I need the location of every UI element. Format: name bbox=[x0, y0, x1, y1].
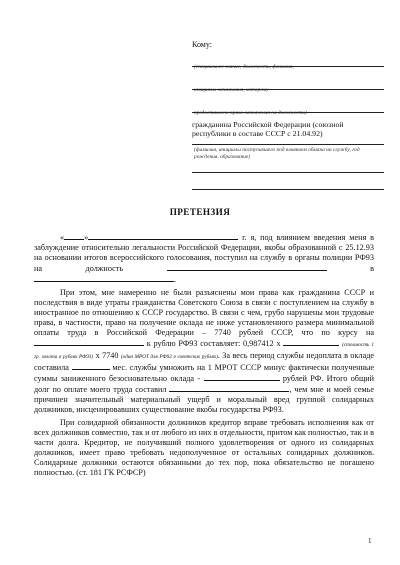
day-blank bbox=[64, 232, 84, 240]
months-blank bbox=[72, 362, 110, 370]
citizen-text: гражданина Российской Федерации (союзной республики в составе СССР с 21.04.92) bbox=[192, 120, 344, 138]
paragraph-2: При этом, мне намеренно не были разъяснены мои права как гражданина СССР и последствия в виде утраты гражданства Советского Союза в связи с поступлением на службу в иностранное по отношению к СССР государство. В связи с чем, грубо нарушены мои трудовые права, в частности, право на получение оклада не ниже установленного размера минимальной оплаты труда в Российской Федерации – 7740 рублей СССР, что по курсу на к рублю РФ93 составляет: 0,987412 х (стоимость 1 гр. золота в рублях РФ93) х 7740 (один МРОТ для РФ92 в советских рублях). За весь период службы недоплата в окладе составила мес. службы умножить на 1 МРОТ СССР минус фактически полученные суммы заниженного безосновательно оклада - рублей РФ. Итого общий долг по оплате моего труда составил , чем мне и моей семье причинен значительный материальный ущерб и моральный вред группой солидарных должников, инсценировавших существование якобы государства РФ93. bbox=[34, 288, 375, 414]
shortfall-blank bbox=[204, 373, 280, 381]
addressee-block bbox=[192, 40, 384, 190]
department-blank bbox=[34, 274, 174, 282]
field-note: (фамилия, инициалы поступившего под влиянием обмана на службу, год рождения, образование) bbox=[194, 147, 360, 160]
addressee-label: Кому: bbox=[192, 40, 212, 49]
gold-price-blank bbox=[283, 338, 339, 346]
total-debt-blank bbox=[169, 384, 289, 392]
page-number: 1 bbox=[368, 537, 372, 545]
document-body bbox=[34, 232, 374, 478]
rate-date-blank bbox=[34, 338, 144, 346]
date-blank bbox=[88, 232, 238, 240]
field-note: инициалы начальника, которому bbox=[194, 87, 269, 93]
document-title: ПРЕТЕНЗИЯ bbox=[169, 207, 231, 217]
position-blank bbox=[167, 263, 327, 271]
field-note: (специальное звание, должность, фамилия, bbox=[194, 64, 294, 70]
paragraph-1: « » г. я, под влиянием введения меня в заблуждение относительно легальности Российской Федерации, якобы образованной с 25.12.93 на основании итогов всероссийского голосования, поступил на службу в органы полиции РФ93 на должность в . bbox=[34, 233, 375, 285]
paragraph-3: При солидарной обязанности должников кредитор вправе требовать исполнения как от всех должников совместно, так и от любого из них в отдельности, притом как полностью, так и в части долга. Кредитор, не получивший полного удовлетворения от одного из солидарных должников, имеет право требовать недополученное от остальных солидарных должников. Солидарные должники остаются обязанными до тех пор, пока обязательство не погашено полностью. (ст. 181 ГК РСФСР) bbox=[34, 417, 374, 478]
blank-line bbox=[192, 138, 384, 145]
blank-line bbox=[192, 173, 384, 190]
field-note: предоставлено право назначения на должности) bbox=[194, 110, 307, 116]
blank-line bbox=[192, 163, 384, 173]
